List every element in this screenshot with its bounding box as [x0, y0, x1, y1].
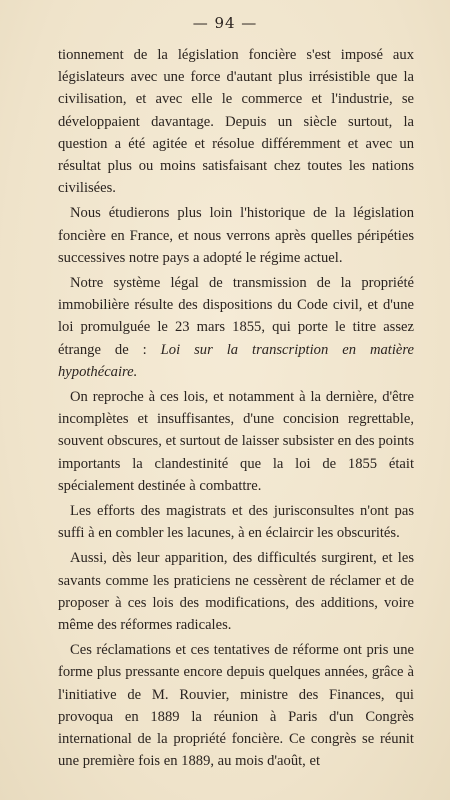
paragraph-difficultes: Aussi, dès leur apparition, des difficultés surgirent, et les savants comme les praticiens ne cessèrent de réclamer et de proposer à ces lois des modifications, des additions, voire même des réformes radicales. [58, 550, 414, 634]
paragraph-systeme-legal-text: Notre système légal de transmission de la propriété immobilière résulte des dispositions du Code civil, et d'une loi promulguée le 23 mars 1855, qui porte le titre assez étrange de : [58, 275, 414, 358]
paragraph-systeme-legal [58, 272, 414, 383]
law-title: Loi sur la transcription en matière hypothécaire. [58, 341, 415, 380]
paragraph-efforts: Les efforts des magistrats et des jurisconsultes n'ont pas suffi à en combler les lacunes, à en éclaircir les obscurités. [58, 503, 414, 542]
paragraph-reclamations: Ces réclamations et ces tentatives de réforme ont pris une forme plus pressante encore depuis quelques années, grâce à l'initiative de M. Rouvier, ministre des Finances, qui provoqua en 1889 la réunion à Paris d'un Congrès international de la propriété foncière. Ce congrès se réunit une première fois en 1889, au mois d'août, et [58, 642, 414, 770]
paragraph-historique: Nous étudierons plus loin l'historique de la législation foncière en France, et nous verrons après quelles péripéties successives notre pays a adopté le régime actuel. [58, 205, 414, 266]
body-text [58, 44, 414, 773]
paragraph-reproches: On reproche à ces lois, et notamment à la dernière, d'être incomplètes et insuffisantes, d'une concision regrettable, souvent obscures, et surtout de laisser subsister en des points importants la clandestinité que la loi de 1855 était spécialement destinée à combattre. [58, 389, 414, 494]
paragraph-continuation: tionnement de la législation foncière s'est imposé aux législateurs avec une force d'autant plus irrésistible que la civilisation, et avec elle le commerce et l'industrie, se développaient davantage. Depuis un siècle surtout, la question a été agitée et résolue différemment et avec un résultat plus ou moins satisfaisant chez toutes les nations civilisées. [58, 47, 414, 197]
page-number: — 94 — [192, 14, 258, 32]
